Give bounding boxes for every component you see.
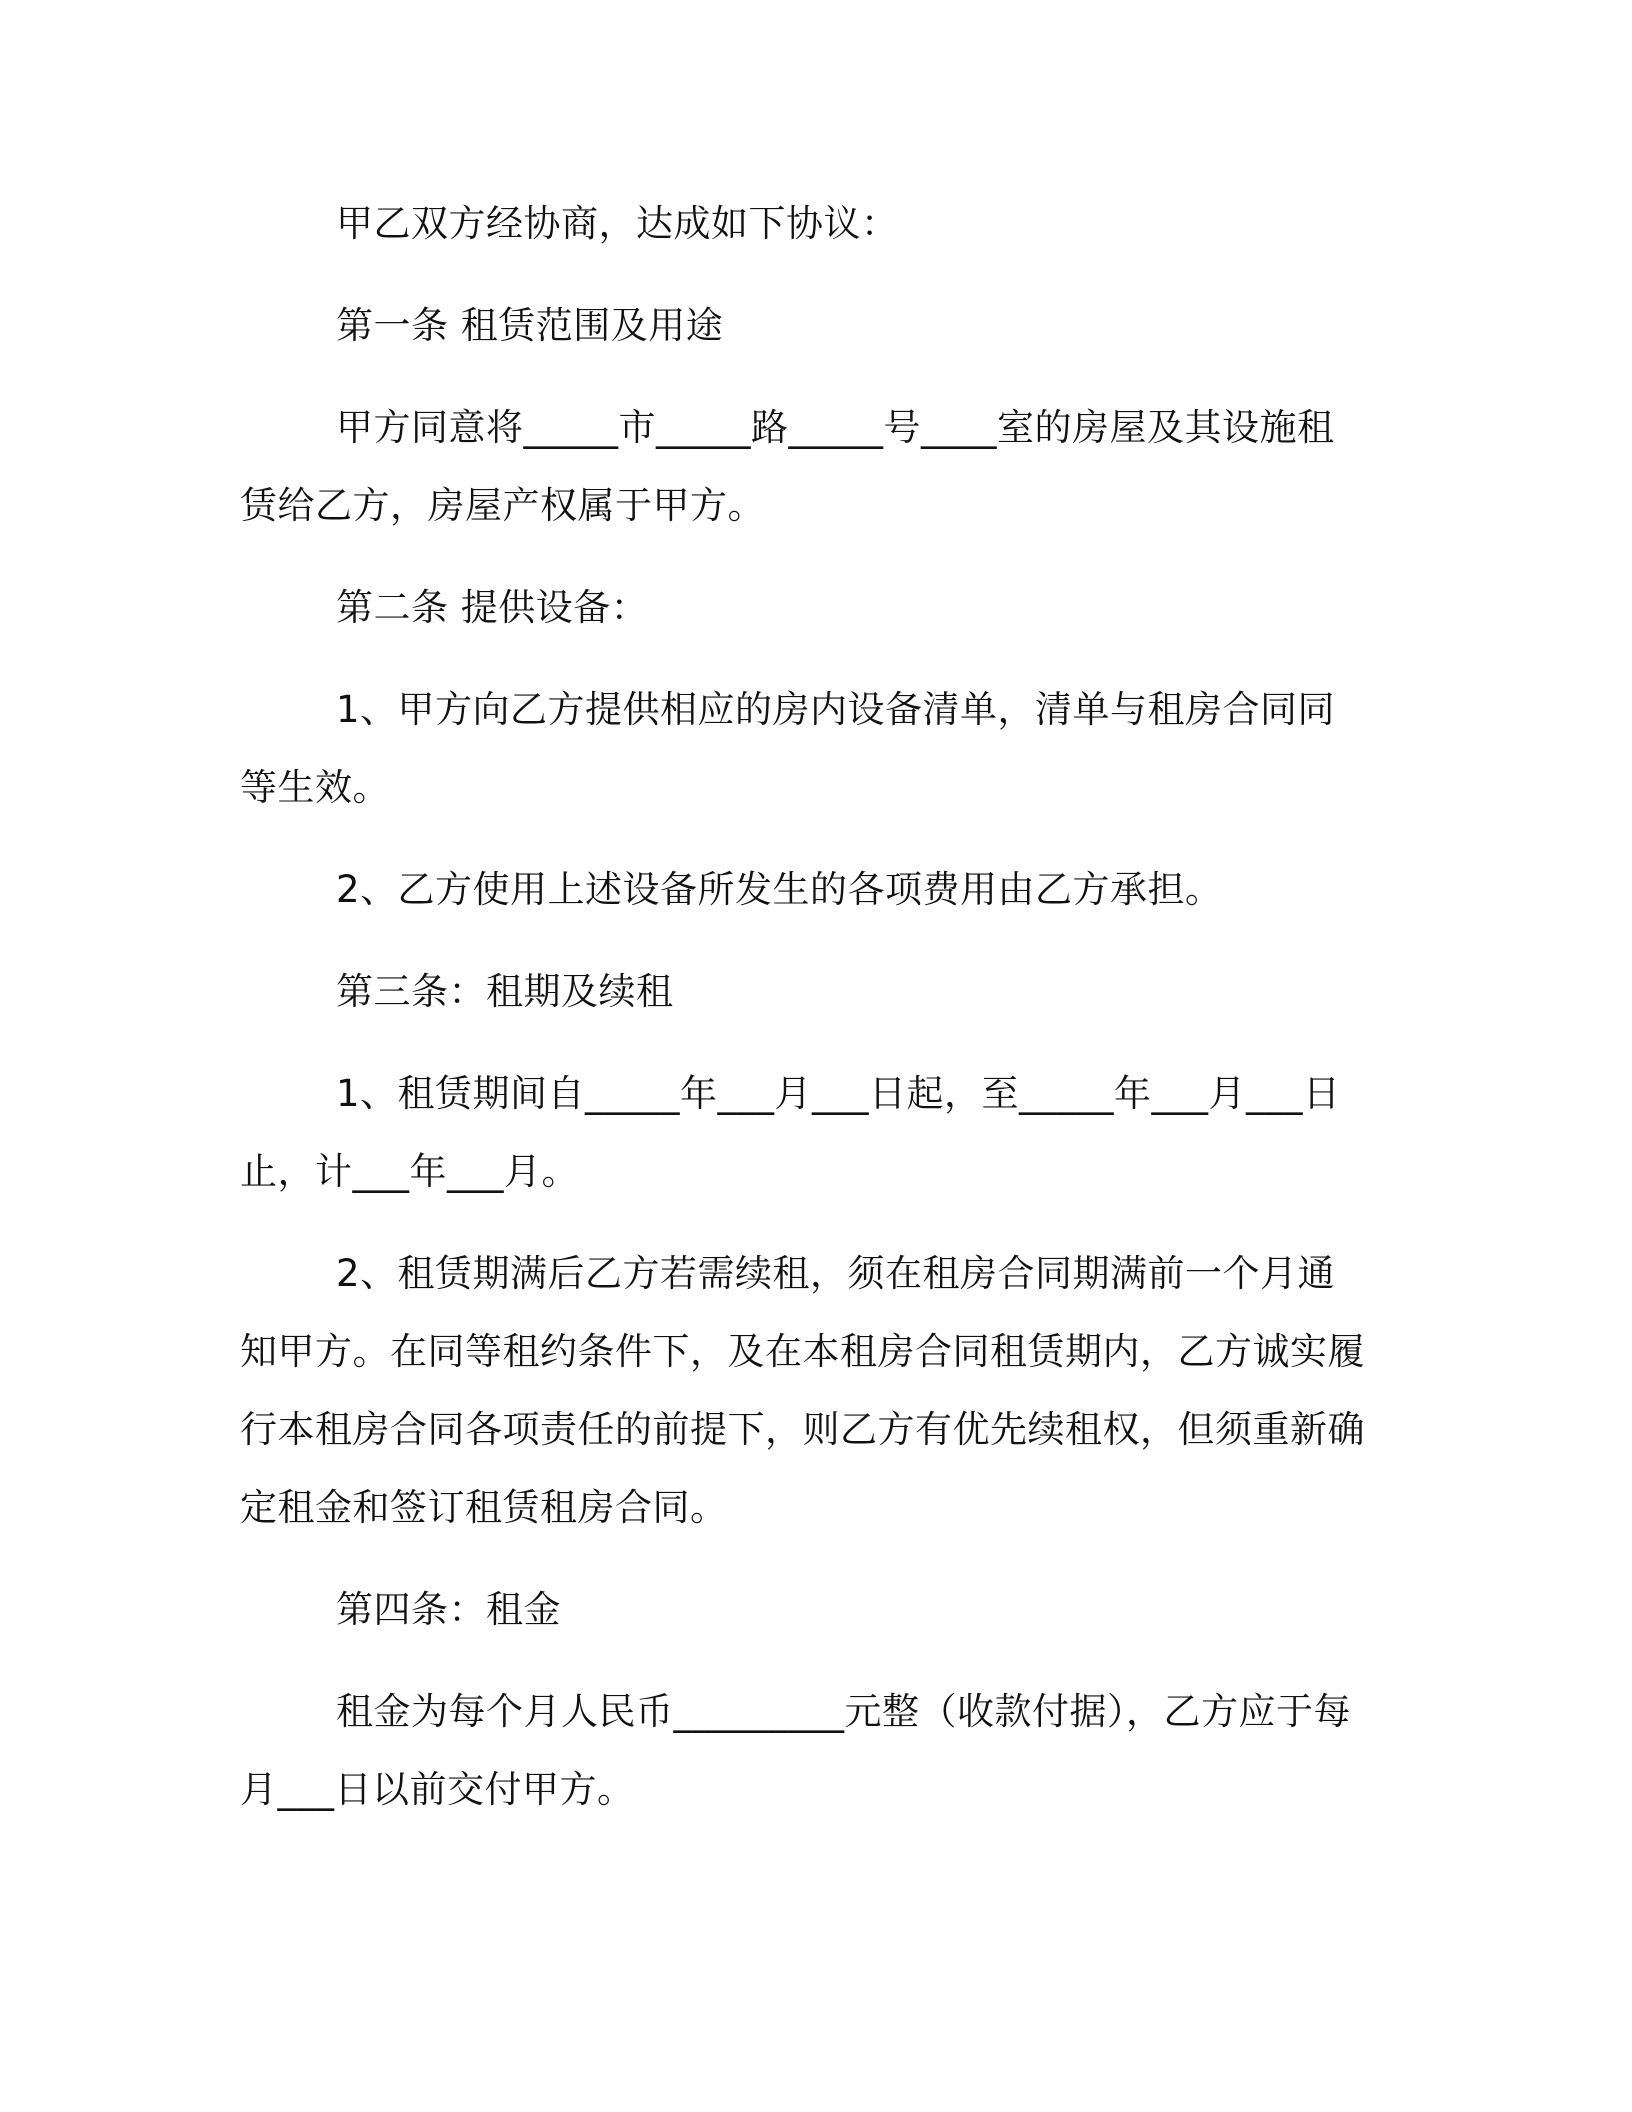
article-1-heading: 第一条 租赁范围及用途 (336, 304, 724, 347)
article-3-heading: 第三条：租期及续租 (336, 970, 674, 1013)
article-3-item-1: 1、租赁期间自_____年___月___日起，至_____年___月___日止，计___年___月。 (240, 1072, 1341, 1193)
article-1-paragraph: 甲方同意将_____市_____路_____号____室的房屋及其设施租赁给乙方，房屋产权属于甲方。 (240, 406, 1335, 527)
article-2-heading: 第二条 提供设备： (336, 586, 649, 629)
contract-body (240, 185, 1370, 1853)
article-4-heading: 第四条：租金 (336, 1588, 561, 1631)
article-2-item-1: 1、甲方向乙方提供相应的房内设备清单，清单与租房合同同等生效。 (240, 688, 1336, 809)
article-2-item-2: 2、乙方使用上述设备所发生的各项费用由乙方承担。 (336, 868, 1223, 911)
article-3-item-2: 2、租赁期满后乙方若需续租，须在租房合同期满前一个月通知甲方。在同等租约条件下，及在本租房合同租赁期内，乙方诚实履行本租房合同各项责任的前提下，则乙方有优先续租权，但须重新确定租金和签订租赁租房合同。 (240, 1252, 1365, 1529)
intro-paragraph: 甲乙双方经协商，达成如下协议： (336, 202, 899, 245)
article-4-paragraph: 租金为每个月人民币_________元整（收款付据），乙方应于每月___日以前交付甲方。 (240, 1690, 1351, 1811)
